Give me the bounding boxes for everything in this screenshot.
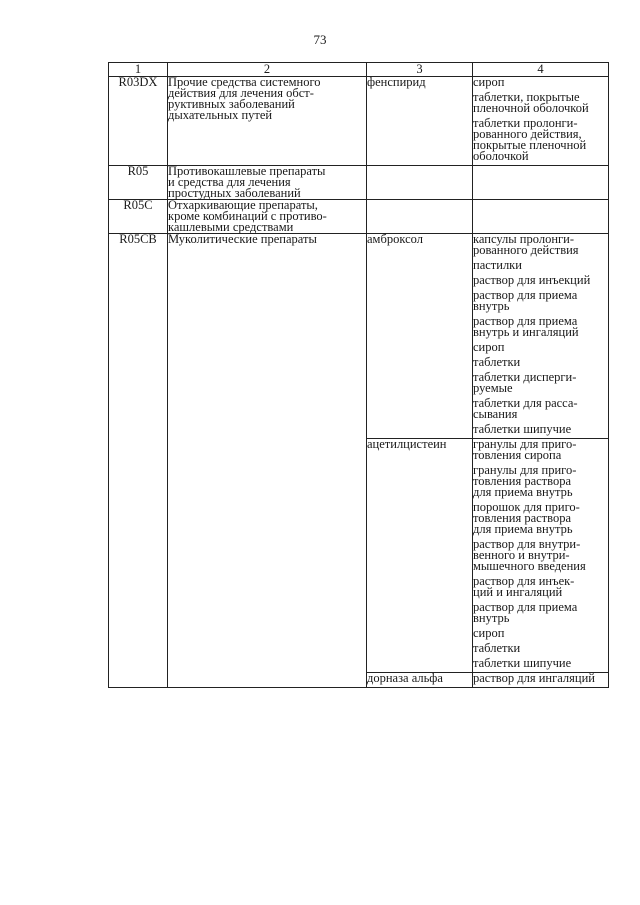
description-line: Противокашлевые препараты [168,164,326,178]
description-line: Прочие средства системного [168,75,321,89]
dosage-form-line: рованного действия, [473,127,582,141]
dosage-form-line: руемые [473,381,513,395]
dosage-form-line: гранулы для приго- [473,437,577,451]
dosage-form-line: таблетки, покрытые [473,90,580,104]
atc-code-cell: R05 [109,166,168,200]
dosage-forms-cell [473,200,609,234]
dosage-forms-cell [473,439,609,673]
dosage-form-line: внутрь [473,611,510,625]
dosage-form-line: внутрь [473,299,510,313]
substance-cell: амброксол [367,234,473,439]
substance-cell [367,200,473,234]
dosage-form-line: рованного действия [473,243,579,257]
dosage-form-item [473,92,608,118]
description-line: кроме комбинаций с противо- [168,209,327,223]
dosage-form-line: пастилки [473,258,522,272]
dosage-form-line: таблетки для расса- [473,396,578,410]
description-line: Отхаркивающие препараты, [168,198,318,212]
dosage-form-line: мышечного введения [473,559,586,573]
substance-cell: ацетилцистеин [367,439,473,673]
table-body [109,77,609,688]
dosage-form-line: раствор для внутри- [473,537,581,551]
page-number: 73 [313,32,327,47]
table-row [109,234,609,439]
dosage-form-item [473,234,608,260]
dosage-form-line: капсулы пролонги- [473,232,574,246]
dosage-form-line: венного и внутри- [473,548,570,562]
table-row [109,200,609,234]
group-description-cell [168,166,367,200]
dosage-forms-cell [473,166,609,200]
dosage-form-line: таблетки шипучие [473,422,572,436]
dosage-form-item [473,539,608,576]
header-col-3: 3 [367,63,473,77]
group-description-cell [168,234,367,688]
drug-table [108,62,609,688]
dosage-form-item [473,372,608,398]
dosage-forms-cell [473,77,609,166]
dosage-form-line: оболочкой [473,149,529,163]
dosage-form-line: ций и ингаляций [473,585,563,599]
dosage-form-item [473,398,608,424]
dosage-form-line: товления раствора [473,474,571,488]
substance-cell: фенспирид [367,77,473,166]
dosage-form-line: таблетки пролонги- [473,116,578,130]
header-col-1: 1 [109,63,168,77]
dosage-form-line: раствор для ингаляций [473,671,595,685]
description-line: руктивных заболеваний [168,97,295,111]
dosage-form-line: сироп [473,626,505,640]
dosage-form-item [473,424,608,438]
description-line: и средства для лечения [168,175,291,189]
dosage-form-line: раствор для инъек- [473,574,575,588]
dosage-form-line: таблетки дисперги- [473,370,577,384]
atc-code-cell: R05C [109,200,168,234]
dosage-form-item [473,602,608,628]
dosage-form-line: внутрь и ингаляций [473,325,579,339]
dosage-form-line: сироп [473,340,505,354]
group-description-cell [168,200,367,234]
dosage-form-line: гранулы для приго- [473,463,577,477]
dosage-form-line: порошок для приго- [473,500,580,514]
description-line: действия для лечения обст- [168,86,314,100]
dosage-form-item [473,439,608,465]
dosage-form-line: раствор для приема [473,288,578,302]
dosage-form-line: раствор для инъекций [473,273,591,287]
dosage-form-item [473,576,608,602]
dosage-form-line: таблетки шипучие [473,656,572,670]
description-line: кашлевыми средствами [168,220,294,234]
dosage-form-item [473,673,608,687]
description-line: Муколитические препараты [168,232,317,246]
dosage-form-item [473,290,608,316]
dosage-form-line: для приема внутрь [473,485,573,499]
table-row [109,166,609,200]
dosage-form-item [473,502,608,539]
dosage-form-line: сывания [473,407,518,421]
dosage-form-line: товления раствора [473,511,571,525]
atc-code-cell: R05CB [109,234,168,688]
dosage-form-line: таблетки [473,641,521,655]
substance-cell: дорназа альфа [367,673,473,688]
header-col-2: 2 [168,63,367,77]
dosage-form-line: пленочной оболочкой [473,101,589,115]
dosage-form-line: раствор для приема [473,600,578,614]
dosage-form-line: таблетки [473,355,521,369]
dosage-form-item [473,465,608,502]
dosage-form-item [473,658,608,672]
dosage-forms-cell [473,234,609,439]
dosage-form-line: покрытые пленочной [473,138,587,152]
dosage-form-line: раствор для приема [473,314,578,328]
atc-code-cell: R03DX [109,77,168,166]
header-col-4: 4 [473,63,609,77]
dosage-form-line: для приема внутрь [473,522,573,536]
substance-cell [367,166,473,200]
description-line: дыхательных путей [168,108,273,122]
dosage-form-line: сироп [473,75,505,89]
dosage-form-line: товления сиропа [473,448,562,462]
group-description-cell [168,77,367,166]
dosage-form-item [473,316,608,342]
description-line: простудных заболеваний [168,186,301,200]
table-row [109,77,609,166]
dosage-form-item [473,118,608,165]
dosage-forms-cell [473,673,609,688]
